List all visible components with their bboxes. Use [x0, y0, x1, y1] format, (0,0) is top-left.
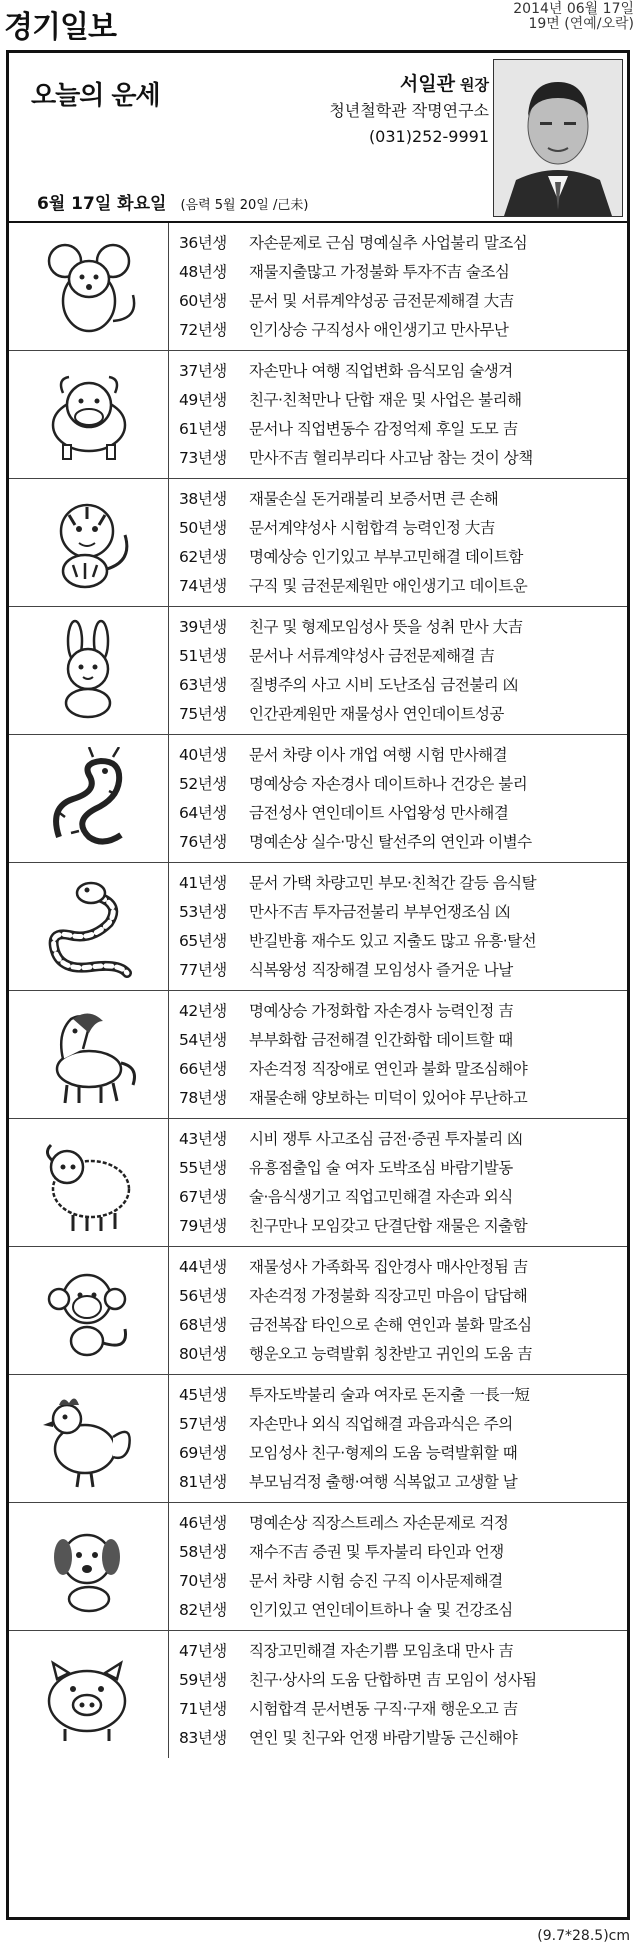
- fortune-line: [179, 1468, 619, 1497]
- masthead: [0, 0, 640, 44]
- fortune-line: [179, 444, 619, 473]
- page-section: 19면 (연예/오락): [528, 16, 634, 32]
- birth-year: 62년생: [179, 548, 227, 566]
- fortune-lines: [179, 741, 619, 857]
- birth-year: 50년생: [179, 519, 227, 537]
- dateline: [513, 2, 634, 32]
- fortune-text: 식복왕성 직장해결 모임성사 즐거운 나날: [249, 961, 513, 979]
- fortune-text: 금전성사 연인데이트 사업왕성 만사해결: [249, 804, 509, 822]
- fortune-line: [179, 1381, 619, 1410]
- tiger-icon: [29, 491, 149, 595]
- fortune-line: [179, 741, 619, 770]
- fortune-line: [179, 1567, 619, 1596]
- zodiac-row: [9, 863, 627, 991]
- fortune-line: [179, 1183, 619, 1212]
- fortune-line: [179, 415, 619, 444]
- author-role: 원장: [460, 76, 489, 94]
- fortune-lines: [179, 1253, 619, 1369]
- fortune-line: [179, 1212, 619, 1241]
- fortune-line: [179, 956, 619, 985]
- birth-year: 68년생: [179, 1316, 227, 1334]
- fortune-text: 재물손실 돈거래불리 보증서면 큰 손해: [249, 490, 499, 508]
- zodiac-list: [9, 223, 627, 1759]
- fortune-text: 인기있고 연인데이트하나 술 및 건강조심: [249, 1601, 513, 1619]
- author-block: [329, 71, 489, 150]
- newspaper-logo: 경기일보: [4, 10, 116, 45]
- birth-year: 72년생: [179, 321, 227, 339]
- column-title: 오늘의 운세: [31, 81, 160, 111]
- fortune-text: 명예상승 자손경사 데이트하나 건강은 불리: [249, 775, 528, 793]
- zodiac-row: [9, 607, 627, 735]
- birth-year: 38년생: [179, 490, 227, 508]
- fortune-text: 명예상승 가정화합 자손경사 능력인정 吉: [249, 1002, 514, 1020]
- birth-year: 61년생: [179, 420, 227, 438]
- birth-year: 75년생: [179, 705, 227, 723]
- birth-year: 80년생: [179, 1345, 227, 1363]
- zodiac-animal-cell: [9, 351, 169, 478]
- birth-year: 79년생: [179, 1217, 227, 1235]
- zodiac-row: [9, 991, 627, 1119]
- birth-year: 70년생: [179, 1572, 227, 1590]
- fortune-text: 자손문제로 근심 명예실추 사업불리 말조심: [249, 234, 528, 252]
- fortune-text: 유흥점출입 술 여자 도박조심 바람기발동: [249, 1159, 513, 1177]
- birth-year: 65년생: [179, 932, 227, 950]
- fortune-line: [179, 799, 619, 828]
- fortune-text: 재물손해 양보하는 미덕이 있어야 무난하고: [249, 1089, 528, 1107]
- fortune-lines: [179, 1637, 619, 1753]
- author-phone: (031)252-9991: [368, 127, 489, 146]
- birth-year: 55년생: [179, 1159, 227, 1177]
- zodiac-row: [9, 351, 627, 479]
- birth-year: 45년생: [179, 1386, 227, 1404]
- zodiac-animal-cell: [9, 1375, 169, 1502]
- fortune-line: [179, 543, 619, 572]
- horoscope-box: [6, 50, 630, 1920]
- fortune-text: 명예손상 실수·망신 탈선주의 연인과 이별수: [249, 833, 532, 851]
- date-info: [37, 189, 308, 214]
- fortune-text: 문서 차량 시험 승진 구직 이사문제해결: [249, 1572, 503, 1590]
- fortune-lines: [179, 1509, 619, 1625]
- fortune-line: [179, 613, 619, 642]
- birth-year: 40년생: [179, 746, 227, 764]
- fortune-text: 구직 및 금전문제원만 애인생기고 데이트운: [249, 577, 528, 595]
- size-credit: (9.7*28.5)cm: [537, 1928, 630, 1944]
- fortune-line: [179, 869, 619, 898]
- birth-year: 56년생: [179, 1287, 227, 1305]
- birth-year: 82년생: [179, 1601, 227, 1619]
- birth-year: 39년생: [179, 618, 227, 636]
- zodiac-row: [9, 223, 627, 351]
- fortune-text: 명예상승 인기있고 부부고민해결 데이트함: [249, 548, 523, 566]
- birth-year: 37년생: [179, 362, 227, 380]
- fortune-lines: [179, 1125, 619, 1241]
- fortune-text: 자손걱정 직장애로 연인과 불화 말조심해야: [249, 1060, 528, 1078]
- sheep-icon: [29, 1131, 149, 1235]
- pig-icon: [29, 1643, 149, 1747]
- fortune-text: 부모님걱정 출행·여행 식복없고 고생할 날: [249, 1473, 518, 1491]
- fortune-text: 만사不吉 혈리부리다 사고남 참는 것이 상책: [249, 449, 533, 467]
- zodiac-animal-cell: [9, 479, 169, 606]
- fortune-line: [179, 700, 619, 729]
- fortune-line: [179, 997, 619, 1026]
- zodiac-animal-cell: [9, 735, 169, 862]
- author-name: 서일관: [399, 73, 455, 95]
- ox-icon: [29, 363, 149, 467]
- snake-icon: [29, 875, 149, 979]
- fortune-text: 금전복잡 타인으로 손해 연인과 불화 말조심: [249, 1316, 532, 1334]
- fortune-line: [179, 1666, 619, 1695]
- birth-year: 67년생: [179, 1188, 227, 1206]
- fortune-line: [179, 1055, 619, 1084]
- birth-year: 54년생: [179, 1031, 227, 1049]
- zodiac-animal-cell: [9, 607, 169, 734]
- birth-year: 42년생: [179, 1002, 227, 1020]
- fortune-text: 인간관계원만 재물성사 연인데이트성공: [249, 705, 504, 723]
- fortune-text: 자손만나 여행 직업변화 음식모임 술생겨: [249, 362, 513, 380]
- fortune-text: 문서나 서류계약성사 금전문제해결 吉: [249, 647, 495, 665]
- fortune-text: 재물성사 가족화목 집안경사 매사안정됨 吉: [249, 1258, 528, 1276]
- fortune-text: 자손만나 외식 직업해결 과음과식은 주의: [249, 1415, 513, 1433]
- fortune-line: [179, 316, 619, 345]
- zodiac-row: [9, 1375, 627, 1503]
- fortune-lines: [179, 869, 619, 985]
- dog-icon: [29, 1515, 149, 1619]
- fortune-text: 자손걱정 가정불화 직장고민 마음이 답답해: [249, 1287, 528, 1305]
- birth-year: 41년생: [179, 874, 227, 892]
- fortune-text: 문서 및 서류계약성공 금전문제해결 大吉: [249, 292, 514, 310]
- birth-year: 76년생: [179, 833, 227, 851]
- fortune-text: 반길반흉 재수도 있고 지출도 많고 유흥·탈선: [249, 932, 537, 950]
- fortune-line: [179, 1637, 619, 1666]
- column-header: [9, 53, 627, 221]
- birth-year: 77년생: [179, 961, 227, 979]
- fortune-lines: [179, 997, 619, 1113]
- birth-year: 69년생: [179, 1444, 227, 1462]
- solar-date: 6월 17일 화요일: [37, 194, 167, 214]
- fortune-lines: [179, 229, 619, 345]
- fortune-line: [179, 1125, 619, 1154]
- author-photo: [493, 59, 623, 217]
- fortune-line: [179, 229, 619, 258]
- fortune-line: [179, 514, 619, 543]
- birth-year: 36년생: [179, 234, 227, 252]
- zodiac-animal-cell: [9, 1631, 169, 1758]
- horse-icon: [29, 1003, 149, 1107]
- zodiac-animal-cell: [9, 1247, 169, 1374]
- birth-year: 71년생: [179, 1700, 227, 1718]
- fortune-line: [179, 258, 619, 287]
- zodiac-row: [9, 1119, 627, 1247]
- fortune-text: 친구·친척만나 단합 재운 및 사업은 불리해: [249, 391, 522, 409]
- fortune-text: 문서 차량 이사 개업 여행 시험 만사해결: [249, 746, 508, 764]
- fortune-text: 투자도박불리 술과 여자로 돈지출 一長一短: [249, 1386, 530, 1404]
- fortune-line: [179, 1695, 619, 1724]
- fortune-text: 명예손상 직장스트레스 자손문제로 걱정: [249, 1514, 509, 1532]
- zodiac-row: [9, 479, 627, 607]
- fortune-lines: [179, 613, 619, 729]
- zodiac-row: [9, 1631, 627, 1759]
- birth-year: 64년생: [179, 804, 227, 822]
- dragon-icon: [29, 747, 149, 851]
- fortune-line: [179, 1538, 619, 1567]
- fortune-line: [179, 1084, 619, 1113]
- birth-year: 44년생: [179, 1258, 227, 1276]
- birth-year: 63년생: [179, 676, 227, 694]
- birth-year: 66년생: [179, 1060, 227, 1078]
- fortune-line: [179, 1154, 619, 1183]
- fortune-line: [179, 1311, 619, 1340]
- fortune-line: [179, 1596, 619, 1625]
- birth-year: 60년생: [179, 292, 227, 310]
- fortune-line: [179, 485, 619, 514]
- fortune-text: 시비 쟁투 사고조심 금전·증권 투자불리 凶: [249, 1130, 523, 1148]
- fortune-text: 연인 및 친구와 언쟁 바람기발동 근신해야: [249, 1729, 518, 1747]
- fortune-line: [179, 1340, 619, 1369]
- fortune-line: [179, 642, 619, 671]
- fortune-text: 문서 가택 차량고민 부모·친척간 갈등 음식탈: [249, 874, 537, 892]
- fortune-line: [179, 898, 619, 927]
- fortune-text: 친구 및 형제모임성사 뜻을 성취 만사 大吉: [249, 618, 523, 636]
- birth-year: 73년생: [179, 449, 227, 467]
- zodiac-row: [9, 1503, 627, 1631]
- zodiac-animal-cell: [9, 1119, 169, 1246]
- birth-year: 74년생: [179, 577, 227, 595]
- fortune-line: [179, 927, 619, 956]
- author-org: 청년철학관 작명연구소: [329, 101, 489, 120]
- fortune-text: 친구만나 모임갖고 단결단합 재물은 지출함: [249, 1217, 528, 1235]
- zodiac-row: [9, 735, 627, 863]
- birth-year: 48년생: [179, 263, 227, 281]
- birth-year: 43년생: [179, 1130, 227, 1148]
- fortune-line: [179, 287, 619, 316]
- fortune-lines: [179, 1381, 619, 1497]
- fortune-text: 부부화합 금전해결 인간화합 데이트할 때: [249, 1031, 513, 1049]
- fortune-text: 행운오고 능력발휘 칭찬받고 귀인의 도움 吉: [249, 1345, 533, 1363]
- fortune-text: 문서나 직업변동수 감정억제 후일 도모 吉: [249, 420, 518, 438]
- birth-year: 47년생: [179, 1642, 227, 1660]
- fortune-line: [179, 1509, 619, 1538]
- rooster-icon: [29, 1387, 149, 1491]
- fortune-line: [179, 357, 619, 386]
- fortune-text: 재수不吉 증권 및 투자불리 타인과 언쟁: [249, 1543, 504, 1561]
- birth-year: 58년생: [179, 1543, 227, 1561]
- fortune-line: [179, 671, 619, 700]
- fortune-line: [179, 386, 619, 415]
- fortune-line: [179, 572, 619, 601]
- author-portrait-icon: [494, 60, 622, 216]
- zodiac-animal-cell: [9, 991, 169, 1118]
- birth-year: 49년생: [179, 391, 227, 409]
- lunar-date: (음력 5월 20일 /己未): [180, 198, 309, 213]
- birth-year: 53년생: [179, 903, 227, 921]
- issue-date: 2014년 06월 17일: [513, 1, 634, 17]
- birth-year: 81년생: [179, 1473, 227, 1491]
- birth-year: 59년생: [179, 1671, 227, 1689]
- fortune-lines: [179, 485, 619, 601]
- birth-year: 83년생: [179, 1729, 227, 1747]
- fortune-lines: [179, 357, 619, 473]
- fortune-text: 술·음식생기고 직업고민해결 자손과 외식: [249, 1188, 513, 1206]
- fortune-text: 만사不吉 투자금전불리 부부언쟁조심 凶: [249, 903, 510, 921]
- fortune-text: 친구·상사의 도움 단합하면 吉 모임이 성사됨: [249, 1671, 537, 1689]
- fortune-line: [179, 1026, 619, 1055]
- fortune-line: [179, 1439, 619, 1468]
- fortune-line: [179, 828, 619, 857]
- birth-year: 52년생: [179, 775, 227, 793]
- zodiac-animal-cell: [9, 223, 169, 350]
- birth-year: 57년생: [179, 1415, 227, 1433]
- rabbit-icon: [29, 619, 149, 723]
- fortune-line: [179, 1410, 619, 1439]
- fortune-text: 문서계약성사 시험합격 능력인정 大吉: [249, 519, 495, 537]
- fortune-text: 모임성사 친구·형제의 도움 능력발휘할 때: [249, 1444, 518, 1462]
- monkey-icon: [29, 1259, 149, 1363]
- rat-icon: [29, 235, 149, 339]
- birth-year: 46년생: [179, 1514, 227, 1532]
- fortune-line: [179, 1253, 619, 1282]
- birth-year: 51년생: [179, 647, 227, 665]
- fortune-line: [179, 1282, 619, 1311]
- fortune-text: 직장고민해결 자손기쁨 모임초대 만사 吉: [249, 1642, 514, 1660]
- zodiac-animal-cell: [9, 863, 169, 990]
- fortune-line: [179, 770, 619, 799]
- fortune-text: 재물지출많고 가정불화 투자不吉 술조심: [249, 263, 510, 281]
- zodiac-row: [9, 1247, 627, 1375]
- fortune-text: 인기상승 구직성사 애인생기고 만사무난: [249, 321, 509, 339]
- fortune-text: 질병주의 사고 시비 도난조심 금전불리 凶: [249, 676, 518, 694]
- birth-year: 78년생: [179, 1089, 227, 1107]
- fortune-line: [179, 1724, 619, 1753]
- zodiac-animal-cell: [9, 1503, 169, 1630]
- fortune-text: 시험합격 문서변동 구직·구재 행운오고 吉: [249, 1700, 518, 1718]
